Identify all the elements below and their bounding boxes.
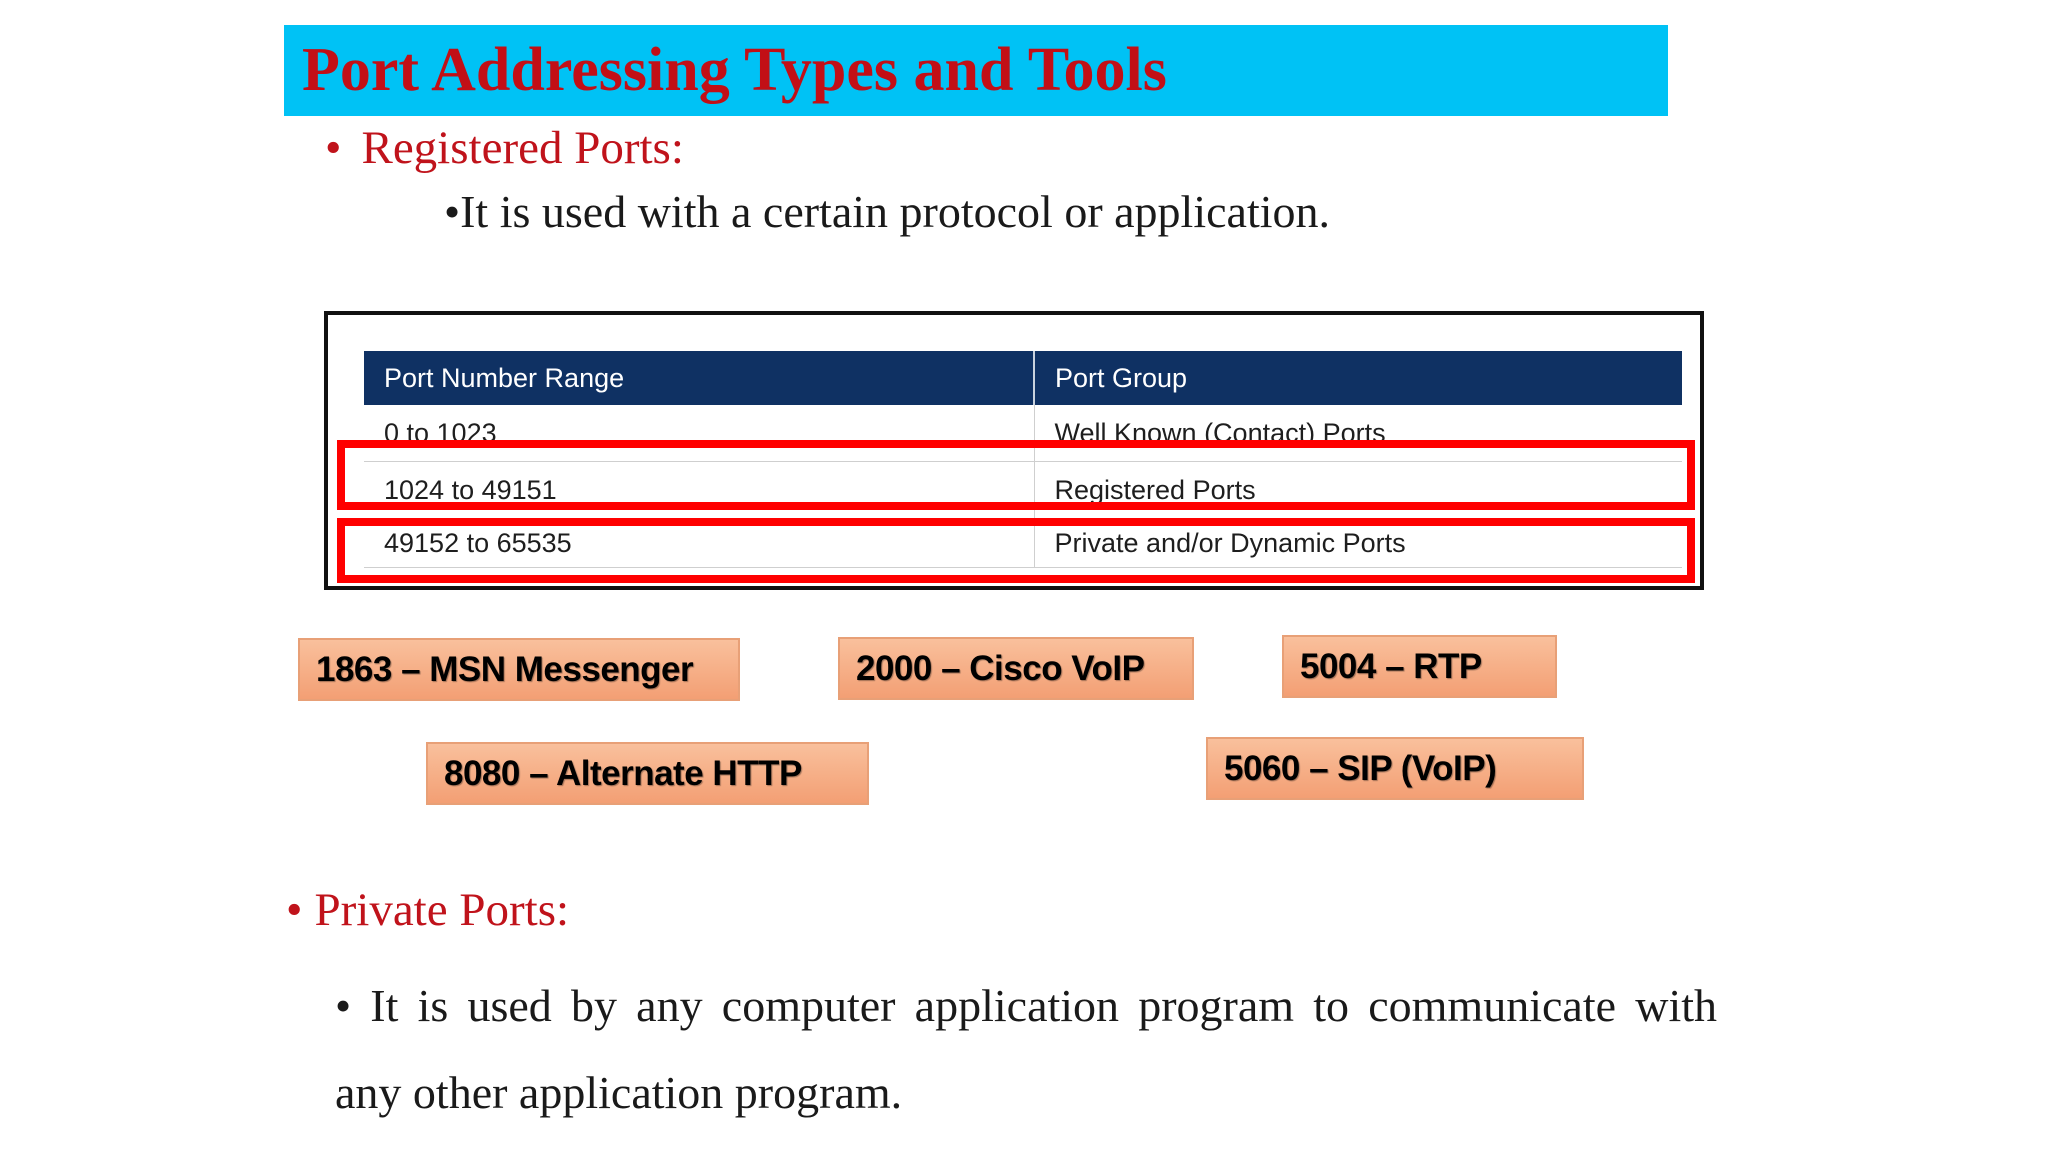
private-ports-heading-text: Private Ports: — [314, 884, 570, 936]
highlight-private-row — [337, 518, 1695, 583]
title-bar — [284, 25, 1668, 116]
bullet-dot: • — [286, 884, 303, 936]
port-tag-sip-voip: 5060 – SIP (VoIP) — [1206, 737, 1584, 800]
port-tag-alternate-http: 8080 – Alternate HTTP — [426, 742, 869, 805]
private-ports-description-line2: any other application program. — [335, 1067, 903, 1118]
bullet-dot: • — [325, 122, 342, 174]
registered-ports-description: •It is used with a certain protocol or application. — [444, 186, 1331, 237]
private-ports-description-line1: • It is used by any computer application program to communicate with — [335, 980, 1717, 1031]
registered-ports-heading — [325, 120, 684, 176]
table-cell-group: Registered Ports — [1034, 462, 1682, 519]
table-cell-range: 0 to 1023 — [364, 405, 1034, 462]
port-tag-msn-messenger: 1863 – MSN Messenger — [298, 638, 740, 701]
table-cell-range: 1024 to 49151 — [364, 462, 1034, 519]
port-tag-rtp: 5004 – RTP — [1282, 635, 1557, 698]
column-header-port-group: Port Group — [1034, 351, 1682, 405]
registered-ports-heading-text: Registered Ports: — [361, 122, 684, 174]
highlight-registered-row — [337, 440, 1695, 510]
port-tag-cisco-voip: 2000 – Cisco VoIP — [838, 637, 1194, 700]
column-header-port-range: Port Number Range — [364, 351, 1034, 405]
table-cell-group: Well Known (Contact) Ports — [1034, 405, 1682, 462]
table-cell-group: Private and/or Dynamic Ports — [1034, 519, 1682, 568]
private-ports-heading — [286, 882, 569, 938]
table-cell-range: 49152 to 65535 — [364, 519, 1034, 568]
table-header-row — [364, 351, 1682, 405]
slide-title: Port Addressing Types and Tools — [302, 36, 1167, 104]
